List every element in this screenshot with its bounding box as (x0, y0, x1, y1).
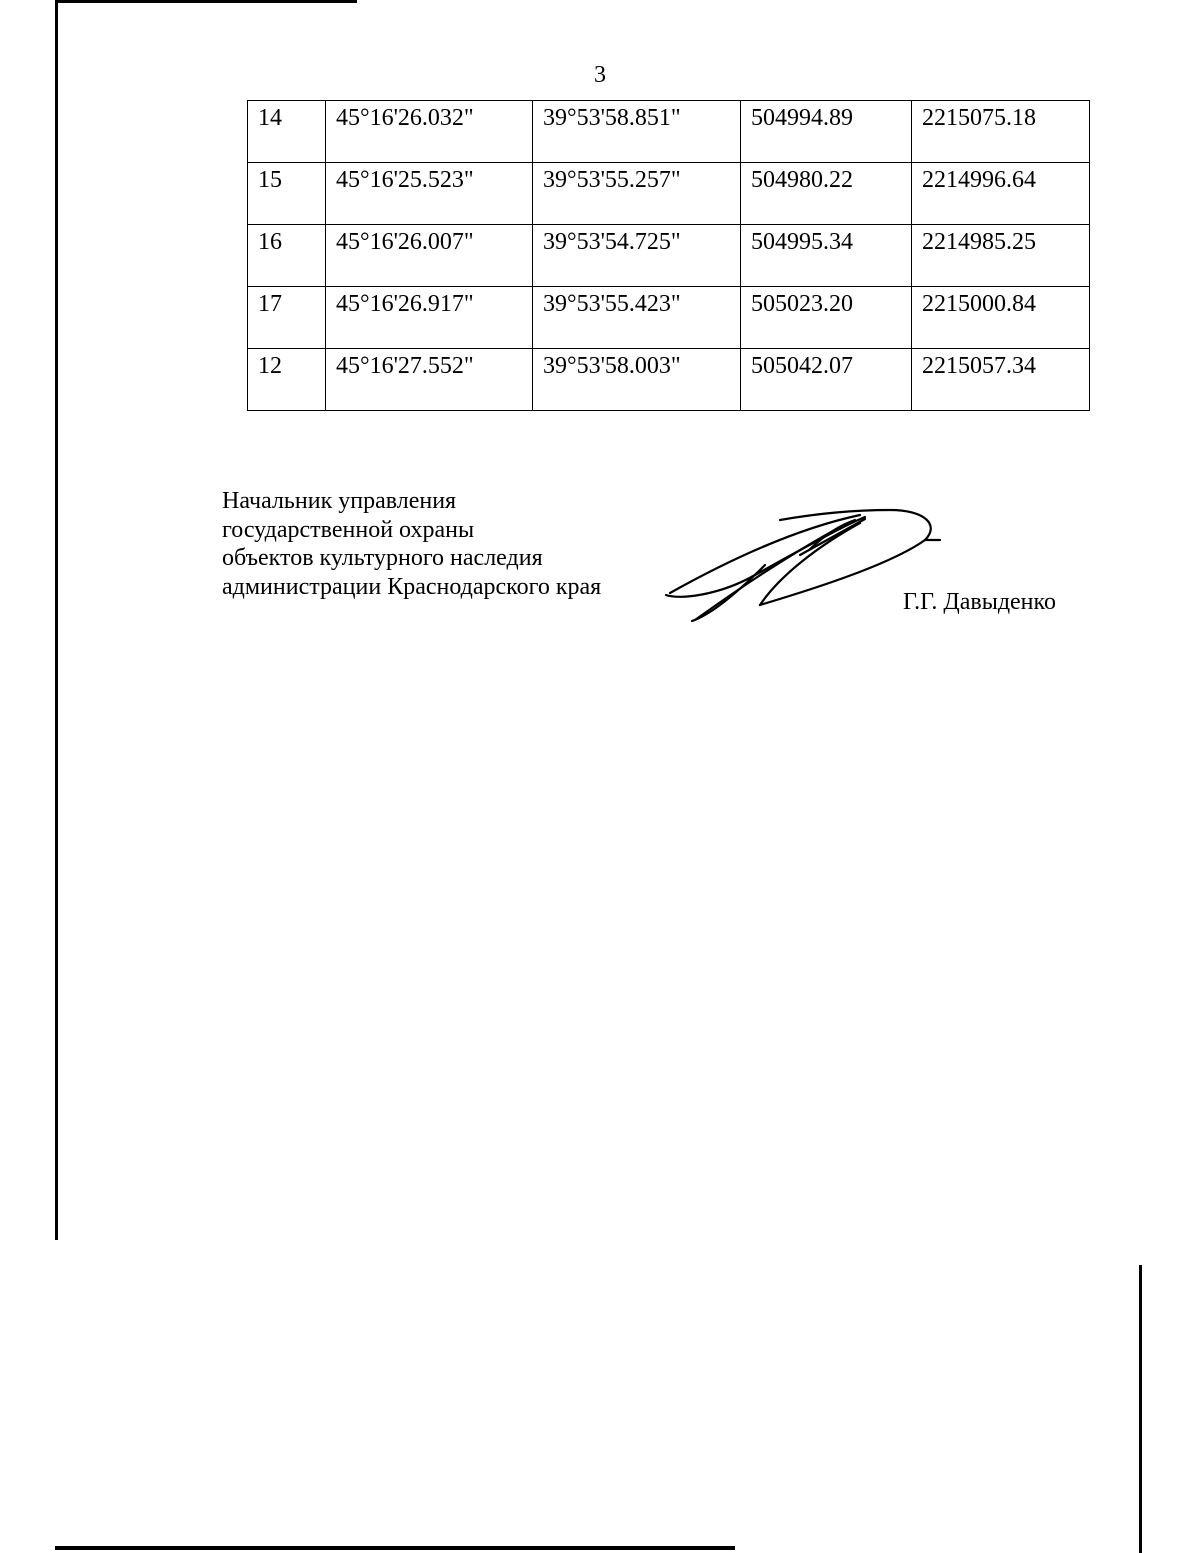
scan-border-right (1139, 1265, 1142, 1553)
scan-border-top (55, 0, 357, 3)
y-coordinate-cell: 2215000.84 (912, 287, 1090, 349)
longitude-cell: 39°53'58.851" (533, 101, 741, 163)
x-coordinate-cell: 504994.89 (741, 101, 912, 163)
x-coordinate-cell: 505023.20 (741, 287, 912, 349)
x-coordinate-cell: 504980.22 (741, 163, 912, 225)
y-coordinate-cell: 2215075.18 (912, 101, 1090, 163)
table-row (248, 163, 1090, 225)
signer-position (222, 487, 601, 601)
table-row (248, 349, 1090, 411)
signer-position-line: объектов культурного наследия (222, 545, 543, 571)
point-number-cell: 17 (248, 287, 326, 349)
scan-border-left (55, 0, 58, 1240)
point-number-cell: 16 (248, 225, 326, 287)
table-row (248, 225, 1090, 287)
latitude-cell: 45°16'27.552" (326, 349, 533, 411)
signer-position-line: администрации Краснодарского края (222, 573, 602, 600)
scan-border-bottom (55, 1546, 735, 1550)
point-number-cell: 14 (248, 101, 326, 163)
y-coordinate-cell: 2214996.64 (912, 163, 1090, 225)
latitude-cell: 45°16'26.032" (326, 101, 533, 163)
coordinates-table (247, 100, 1090, 411)
signer-name: Г.Г. Давыденко (903, 589, 1056, 615)
longitude-cell: 39°53'55.423" (533, 287, 741, 349)
page-number: 3 (594, 62, 606, 88)
longitude-cell: 39°53'54.725" (533, 225, 741, 287)
table-row (248, 101, 1090, 163)
x-coordinate-cell: 504995.34 (741, 225, 912, 287)
signer-position-line: государственной охраны (222, 516, 475, 543)
latitude-cell: 45°16'26.007" (326, 225, 533, 287)
latitude-cell: 45°16'25.523" (326, 163, 533, 225)
signer-position-line: Начальник управления (222, 488, 457, 514)
point-number-cell: 15 (248, 163, 326, 225)
y-coordinate-cell: 2214985.25 (912, 225, 1090, 287)
y-coordinate-cell: 2215057.34 (912, 349, 1090, 411)
longitude-cell: 39°53'58.003" (533, 349, 741, 411)
point-number-cell: 12 (248, 349, 326, 411)
x-coordinate-cell: 505042.07 (741, 349, 912, 411)
latitude-cell: 45°16'26.917" (326, 287, 533, 349)
table-row (248, 287, 1090, 349)
longitude-cell: 39°53'55.257" (533, 163, 741, 225)
